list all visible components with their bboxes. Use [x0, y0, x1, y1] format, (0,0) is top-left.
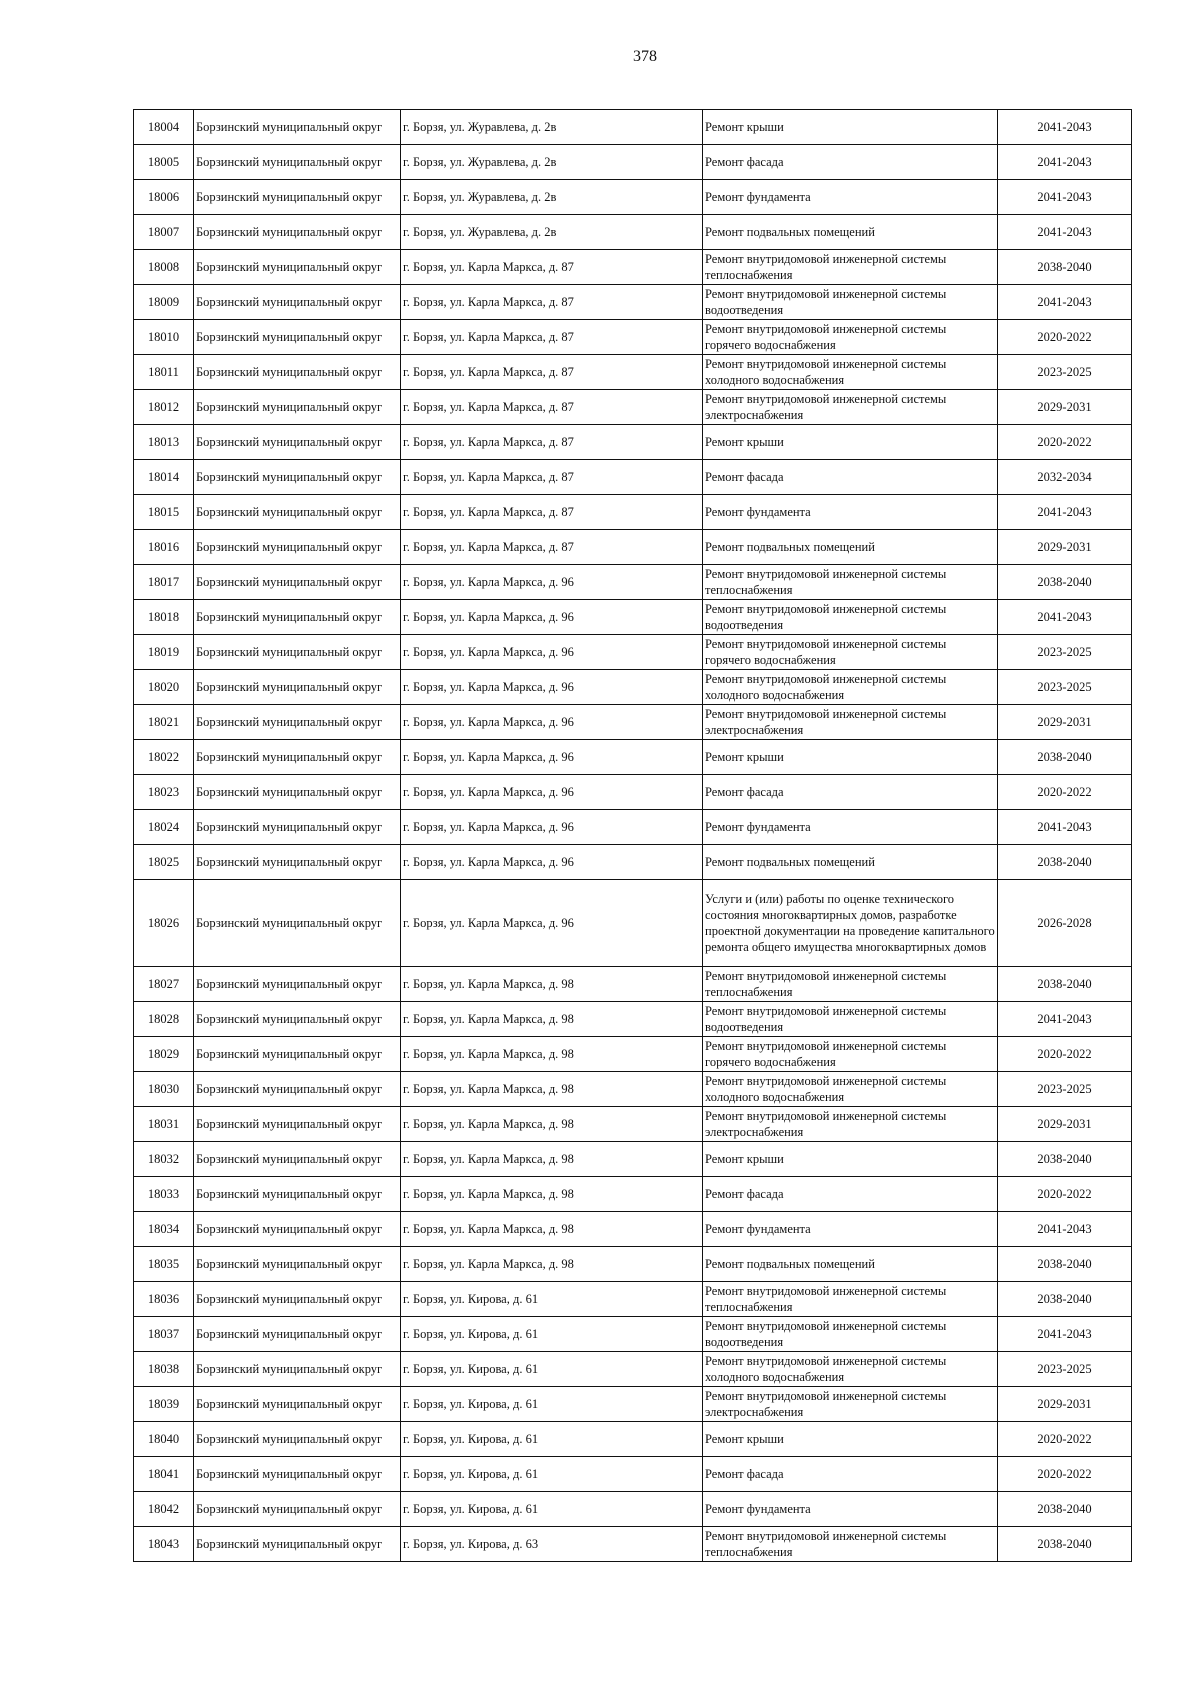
row-number-cell: 18014	[134, 460, 194, 495]
period-cell: 2041-2043	[998, 180, 1132, 215]
address-cell: г. Борзя, ул. Журавлева, д. 2в	[401, 180, 703, 215]
district-cell: Борзинский муниципальный округ	[194, 600, 401, 635]
address-cell: г. Борзя, ул. Кирова, д. 63	[401, 1527, 703, 1562]
period-cell: 2023-2025	[998, 635, 1132, 670]
repair-schedule-table	[133, 109, 1132, 1562]
table-row	[134, 1037, 1132, 1072]
period-cell: 2020-2022	[998, 1037, 1132, 1072]
table-row	[134, 845, 1132, 880]
district-cell: Борзинский муниципальный округ	[194, 565, 401, 600]
table-row	[134, 215, 1132, 250]
work-type-cell: Ремонт внутридомовой инженерной системы горячего водоснабжения	[703, 320, 998, 355]
work-type-cell: Ремонт фасада	[703, 1457, 998, 1492]
district-cell: Борзинский муниципальный округ	[194, 1107, 401, 1142]
address-cell: г. Борзя, ул. Карла Маркса, д. 98	[401, 1212, 703, 1247]
period-cell: 2020-2022	[998, 1422, 1132, 1457]
period-cell: 2041-2043	[998, 1002, 1132, 1037]
row-number-cell: 18009	[134, 285, 194, 320]
address-cell: г. Борзя, ул. Карла Маркса, д. 98	[401, 1107, 703, 1142]
row-number-cell: 18027	[134, 967, 194, 1002]
address-cell: г. Борзя, ул. Кирова, д. 61	[401, 1457, 703, 1492]
address-cell: г. Борзя, ул. Карла Маркса, д. 87	[401, 355, 703, 390]
work-type-cell: Ремонт внутридомовой инженерной системы электроснабжения	[703, 390, 998, 425]
period-cell: 2020-2022	[998, 775, 1132, 810]
district-cell: Борзинский муниципальный округ	[194, 495, 401, 530]
address-cell: г. Борзя, ул. Карла Маркса, д. 98	[401, 1037, 703, 1072]
address-cell: г. Борзя, ул. Карла Маркса, д. 96	[401, 845, 703, 880]
work-type-cell: Ремонт внутридомовой инженерной системы водоотведения	[703, 1317, 998, 1352]
address-cell: г. Борзя, ул. Журавлева, д. 2в	[401, 215, 703, 250]
row-number-cell: 18030	[134, 1072, 194, 1107]
row-number-cell: 18041	[134, 1457, 194, 1492]
work-type-cell: Ремонт внутридомовой инженерной системы холодного водоснабжения	[703, 355, 998, 390]
work-type-cell: Ремонт внутридомовой инженерной системы электроснабжения	[703, 1107, 998, 1142]
district-cell: Борзинский муниципальный округ	[194, 740, 401, 775]
work-type-cell: Ремонт внутридомовой инженерной системы горячего водоснабжения	[703, 635, 998, 670]
district-cell: Борзинский муниципальный округ	[194, 1352, 401, 1387]
work-type-cell: Ремонт фасада	[703, 145, 998, 180]
period-cell: 2029-2031	[998, 1107, 1132, 1142]
row-number-cell: 18017	[134, 565, 194, 600]
work-type-cell: Ремонт внутридомовой инженерной системы холодного водоснабжения	[703, 1072, 998, 1107]
address-cell: г. Борзя, ул. Карла Маркса, д. 87	[401, 460, 703, 495]
work-type-cell: Ремонт фундамента	[703, 1212, 998, 1247]
table-row	[134, 565, 1132, 600]
work-type-cell: Ремонт крыши	[703, 425, 998, 460]
district-cell: Борзинский муниципальный округ	[194, 1282, 401, 1317]
district-cell: Борзинский муниципальный округ	[194, 1212, 401, 1247]
period-cell: 2038-2040	[998, 250, 1132, 285]
work-type-cell: Ремонт внутридомовой инженерной системы водоотведения	[703, 285, 998, 320]
table-body	[134, 110, 1132, 1562]
work-type-cell: Ремонт внутридомовой инженерной системы водоотведения	[703, 1002, 998, 1037]
district-cell: Борзинский муниципальный округ	[194, 110, 401, 145]
period-cell: 2041-2043	[998, 215, 1132, 250]
table-row	[134, 1142, 1132, 1177]
address-cell: г. Борзя, ул. Журавлева, д. 2в	[401, 110, 703, 145]
row-number-cell: 18011	[134, 355, 194, 390]
table-row	[134, 1317, 1132, 1352]
table-row	[134, 495, 1132, 530]
work-type-cell: Ремонт крыши	[703, 110, 998, 145]
table-row	[134, 180, 1132, 215]
row-number-cell: 18031	[134, 1107, 194, 1142]
work-type-cell: Ремонт фундамента	[703, 1492, 998, 1527]
work-type-cell: Ремонт подвальных помещений	[703, 215, 998, 250]
table-row	[134, 775, 1132, 810]
table-row	[134, 1387, 1132, 1422]
work-type-cell: Ремонт фундамента	[703, 180, 998, 215]
address-cell: г. Борзя, ул. Карла Маркса, д. 87	[401, 250, 703, 285]
period-cell: 2038-2040	[998, 740, 1132, 775]
row-number-cell: 18021	[134, 705, 194, 740]
row-number-cell: 18028	[134, 1002, 194, 1037]
row-number-cell: 18025	[134, 845, 194, 880]
district-cell: Борзинский муниципальный округ	[194, 285, 401, 320]
district-cell: Борзинский муниципальный округ	[194, 250, 401, 285]
period-cell: 2020-2022	[998, 1457, 1132, 1492]
period-cell: 2038-2040	[998, 1142, 1132, 1177]
district-cell: Борзинский муниципальный округ	[194, 1037, 401, 1072]
row-number-cell: 18040	[134, 1422, 194, 1457]
work-type-cell: Ремонт фундамента	[703, 495, 998, 530]
address-cell: г. Борзя, ул. Карла Маркса, д. 98	[401, 1002, 703, 1037]
period-cell: 2038-2040	[998, 845, 1132, 880]
table-row	[134, 1107, 1132, 1142]
row-number-cell: 18004	[134, 110, 194, 145]
table-row	[134, 600, 1132, 635]
row-number-cell: 18023	[134, 775, 194, 810]
address-cell: г. Борзя, ул. Карла Маркса, д. 98	[401, 1247, 703, 1282]
row-number-cell: 18039	[134, 1387, 194, 1422]
period-cell: 2023-2025	[998, 1352, 1132, 1387]
address-cell: г. Борзя, ул. Карла Маркса, д. 96	[401, 775, 703, 810]
work-type-cell: Ремонт крыши	[703, 1142, 998, 1177]
row-number-cell: 18022	[134, 740, 194, 775]
work-type-cell: Ремонт внутридомовой инженерной системы теплоснабжения	[703, 967, 998, 1002]
period-cell: 2038-2040	[998, 1247, 1132, 1282]
work-type-cell: Ремонт подвальных помещений	[703, 1247, 998, 1282]
address-cell: г. Борзя, ул. Карла Маркса, д. 98	[401, 1177, 703, 1212]
row-number-cell: 18043	[134, 1527, 194, 1562]
address-cell: г. Борзя, ул. Карла Маркса, д. 87	[401, 495, 703, 530]
work-type-cell: Ремонт подвальных помещений	[703, 845, 998, 880]
period-cell: 2029-2031	[998, 390, 1132, 425]
row-number-cell: 18007	[134, 215, 194, 250]
district-cell: Борзинский муниципальный округ	[194, 460, 401, 495]
address-cell: г. Борзя, ул. Кирова, д. 61	[401, 1387, 703, 1422]
period-cell: 2038-2040	[998, 1282, 1132, 1317]
table-row	[134, 460, 1132, 495]
period-cell: 2029-2031	[998, 705, 1132, 740]
district-cell: Борзинский муниципальный округ	[194, 880, 401, 967]
district-cell: Борзинский муниципальный округ	[194, 1492, 401, 1527]
row-number-cell: 18042	[134, 1492, 194, 1527]
period-cell: 2029-2031	[998, 530, 1132, 565]
table-row	[134, 250, 1132, 285]
period-cell: 2041-2043	[998, 285, 1132, 320]
table-row	[134, 1212, 1132, 1247]
work-type-cell: Ремонт внутридомовой инженерной системы электроснабжения	[703, 1387, 998, 1422]
work-type-cell: Услуги и (или) работы по оценке технического состояния многоквартирных домов, разработке проектной документации на проведение капитального ремонта общего имущества многоквартирных домов	[703, 880, 998, 967]
work-type-cell: Ремонт подвальных помещений	[703, 530, 998, 565]
address-cell: г. Борзя, ул. Карла Маркса, д. 96	[401, 635, 703, 670]
address-cell: г. Борзя, ул. Карла Маркса, д. 87	[401, 530, 703, 565]
table-row	[134, 810, 1132, 845]
address-cell: г. Борзя, ул. Журавлева, д. 2в	[401, 145, 703, 180]
row-number-cell: 18038	[134, 1352, 194, 1387]
period-cell: 2023-2025	[998, 1072, 1132, 1107]
table-row	[134, 110, 1132, 145]
address-cell: г. Борзя, ул. Карла Маркса, д. 96	[401, 600, 703, 635]
row-number-cell: 18019	[134, 635, 194, 670]
work-type-cell: Ремонт внутридомовой инженерной системы горячего водоснабжения	[703, 1037, 998, 1072]
address-cell: г. Борзя, ул. Карла Маркса, д. 87	[401, 425, 703, 460]
period-cell: 2026-2028	[998, 880, 1132, 967]
row-number-cell: 18024	[134, 810, 194, 845]
district-cell: Борзинский муниципальный округ	[194, 1457, 401, 1492]
district-cell: Борзинский муниципальный округ	[194, 967, 401, 1002]
period-cell: 2038-2040	[998, 1492, 1132, 1527]
row-number-cell: 18006	[134, 180, 194, 215]
address-cell: г. Борзя, ул. Карла Маркса, д. 98	[401, 967, 703, 1002]
table-row	[134, 880, 1132, 967]
work-type-cell: Ремонт фасада	[703, 775, 998, 810]
district-cell: Борзинский муниципальный округ	[194, 320, 401, 355]
row-number-cell: 18012	[134, 390, 194, 425]
row-number-cell: 18035	[134, 1247, 194, 1282]
period-cell: 2020-2022	[998, 425, 1132, 460]
district-cell: Борзинский муниципальный округ	[194, 425, 401, 460]
row-number-cell: 18037	[134, 1317, 194, 1352]
table-row	[134, 425, 1132, 460]
district-cell: Борзинский муниципальный округ	[194, 1317, 401, 1352]
district-cell: Борзинский муниципальный округ	[194, 670, 401, 705]
row-number-cell: 18026	[134, 880, 194, 967]
work-type-cell: Ремонт крыши	[703, 740, 998, 775]
row-number-cell: 18015	[134, 495, 194, 530]
address-cell: г. Борзя, ул. Карла Маркса, д. 87	[401, 285, 703, 320]
table-row	[134, 145, 1132, 180]
address-cell: г. Борзя, ул. Карла Маркса, д. 96	[401, 740, 703, 775]
row-number-cell: 18033	[134, 1177, 194, 1212]
address-cell: г. Борзя, ул. Карла Маркса, д. 87	[401, 320, 703, 355]
table-row	[134, 1247, 1132, 1282]
period-cell: 2023-2025	[998, 355, 1132, 390]
district-cell: Борзинский муниципальный округ	[194, 1387, 401, 1422]
table-row	[134, 635, 1132, 670]
period-cell: 2041-2043	[998, 1212, 1132, 1247]
table-row	[134, 1422, 1132, 1457]
table-row	[134, 1282, 1132, 1317]
table-row	[134, 320, 1132, 355]
row-number-cell: 18016	[134, 530, 194, 565]
district-cell: Борзинский муниципальный округ	[194, 845, 401, 880]
district-cell: Борзинский муниципальный округ	[194, 215, 401, 250]
work-type-cell: Ремонт внутридомовой инженерной системы теплоснабжения	[703, 565, 998, 600]
table-row	[134, 1527, 1132, 1562]
work-type-cell: Ремонт внутридомовой инженерной системы электроснабжения	[703, 705, 998, 740]
district-cell: Борзинский муниципальный округ	[194, 180, 401, 215]
work-type-cell: Ремонт фундамента	[703, 810, 998, 845]
table-row	[134, 1072, 1132, 1107]
district-cell: Борзинский муниципальный округ	[194, 705, 401, 740]
period-cell: 2038-2040	[998, 967, 1132, 1002]
row-number-cell: 18005	[134, 145, 194, 180]
page-number: 378	[633, 48, 657, 65]
district-cell: Борзинский муниципальный округ	[194, 1247, 401, 1282]
table-row	[134, 1352, 1132, 1387]
district-cell: Борзинский муниципальный округ	[194, 1072, 401, 1107]
district-cell: Борзинский муниципальный округ	[194, 390, 401, 425]
row-number-cell: 18018	[134, 600, 194, 635]
period-cell: 2041-2043	[998, 495, 1132, 530]
address-cell: г. Борзя, ул. Карла Маркса, д. 87	[401, 390, 703, 425]
table-row	[134, 967, 1132, 1002]
district-cell: Борзинский муниципальный округ	[194, 1177, 401, 1212]
table-row	[134, 1002, 1132, 1037]
address-cell: г. Борзя, ул. Карла Маркса, д. 98	[401, 1142, 703, 1177]
work-type-cell: Ремонт внутридомовой инженерной системы теплоснабжения	[703, 1282, 998, 1317]
table-row	[134, 1457, 1132, 1492]
district-cell: Борзинский муниципальный округ	[194, 775, 401, 810]
district-cell: Борзинский муниципальный округ	[194, 530, 401, 565]
period-cell: 2041-2043	[998, 1317, 1132, 1352]
address-cell: г. Борзя, ул. Кирова, д. 61	[401, 1317, 703, 1352]
district-cell: Борзинский муниципальный округ	[194, 1527, 401, 1562]
table-row	[134, 740, 1132, 775]
district-cell: Борзинский муниципальный округ	[194, 635, 401, 670]
address-cell: г. Борзя, ул. Карла Маркса, д. 96	[401, 565, 703, 600]
table-row	[134, 355, 1132, 390]
district-cell: Борзинский муниципальный округ	[194, 1002, 401, 1037]
table-row	[134, 1177, 1132, 1212]
district-cell: Борзинский муниципальный округ	[194, 810, 401, 845]
period-cell: 2041-2043	[998, 110, 1132, 145]
address-cell: г. Борзя, ул. Карла Маркса, д. 96	[401, 880, 703, 967]
district-cell: Борзинский муниципальный округ	[194, 145, 401, 180]
row-number-cell: 18036	[134, 1282, 194, 1317]
address-cell: г. Борзя, ул. Кирова, д. 61	[401, 1492, 703, 1527]
table-row	[134, 1492, 1132, 1527]
table-row	[134, 705, 1132, 740]
row-number-cell: 18029	[134, 1037, 194, 1072]
address-cell: г. Борзя, ул. Кирова, д. 61	[401, 1422, 703, 1457]
address-cell: г. Борзя, ул. Карла Маркса, д. 96	[401, 705, 703, 740]
address-cell: г. Борзя, ул. Карла Маркса, д. 96	[401, 670, 703, 705]
row-number-cell: 18034	[134, 1212, 194, 1247]
table-row	[134, 285, 1132, 320]
period-cell: 2038-2040	[998, 565, 1132, 600]
address-cell: г. Борзя, ул. Карла Маркса, д. 96	[401, 810, 703, 845]
district-cell: Борзинский муниципальный округ	[194, 1142, 401, 1177]
address-cell: г. Борзя, ул. Карла Маркса, д. 98	[401, 1072, 703, 1107]
work-type-cell: Ремонт внутридомовой инженерной системы теплоснабжения	[703, 250, 998, 285]
period-cell: 2041-2043	[998, 145, 1132, 180]
row-number-cell: 18013	[134, 425, 194, 460]
address-cell: г. Борзя, ул. Кирова, д. 61	[401, 1282, 703, 1317]
period-cell: 2020-2022	[998, 320, 1132, 355]
row-number-cell: 18020	[134, 670, 194, 705]
row-number-cell: 18032	[134, 1142, 194, 1177]
table-row	[134, 670, 1132, 705]
period-cell: 2038-2040	[998, 1527, 1132, 1562]
work-type-cell: Ремонт внутридомовой инженерной системы водоотведения	[703, 600, 998, 635]
table-row	[134, 390, 1132, 425]
work-type-cell: Ремонт внутридомовой инженерной системы холодного водоснабжения	[703, 1352, 998, 1387]
period-cell: 2032-2034	[998, 460, 1132, 495]
row-number-cell: 18010	[134, 320, 194, 355]
work-type-cell: Ремонт крыши	[703, 1422, 998, 1457]
period-cell: 2041-2043	[998, 810, 1132, 845]
work-type-cell: Ремонт фасада	[703, 1177, 998, 1212]
row-number-cell: 18008	[134, 250, 194, 285]
work-type-cell: Ремонт внутридомовой инженерной системы теплоснабжения	[703, 1527, 998, 1562]
district-cell: Борзинский муниципальный округ	[194, 1422, 401, 1457]
period-cell: 2029-2031	[998, 1387, 1132, 1422]
period-cell: 2023-2025	[998, 670, 1132, 705]
address-cell: г. Борзя, ул. Кирова, д. 61	[401, 1352, 703, 1387]
work-type-cell: Ремонт фасада	[703, 460, 998, 495]
period-cell: 2020-2022	[998, 1177, 1132, 1212]
district-cell: Борзинский муниципальный округ	[194, 355, 401, 390]
table-row	[134, 530, 1132, 565]
work-type-cell: Ремонт внутридомовой инженерной системы холодного водоснабжения	[703, 670, 998, 705]
period-cell: 2041-2043	[998, 600, 1132, 635]
